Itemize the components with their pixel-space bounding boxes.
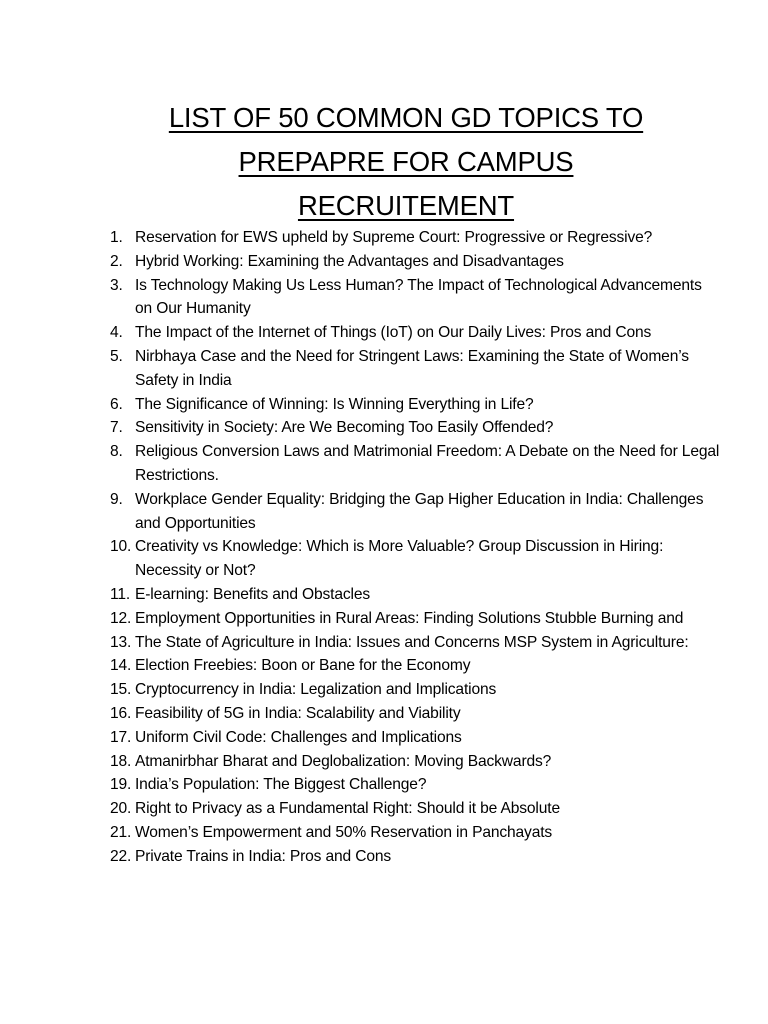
list-item-text: Creativity vs Knowledge: Which is More Valuable? Group Discussion in Hiring: Necessity or Not? [135, 538, 664, 580]
list-item-text: Is Technology Making Us Less Human? The Impact of Technological Advancements on Our Humanity [135, 276, 702, 318]
list-item [100, 345, 720, 393]
list-item [100, 631, 720, 655]
list-item [100, 321, 720, 345]
list-item-text: Workplace Gender Equality: Bridging the Gap Higher Education in India: Challenges and Opportunities [135, 490, 704, 532]
list-item-text: E-learning: Benefits and Obstacles [135, 585, 371, 603]
list-item [100, 607, 720, 631]
list-item [100, 535, 720, 583]
list-item-text: Hybrid Working: Examining the Advantages and Disadvantages [135, 252, 564, 270]
list-item-number: 1. [110, 229, 123, 246]
list-item [100, 226, 720, 250]
list-item-text: Reservation for EWS upheld by Supreme Court: Progressive or Regressive? [135, 229, 653, 246]
list-item-text: India’s Population: The Biggest Challenge? [135, 776, 427, 794]
list-item-number: 9. [110, 490, 123, 508]
list-item-number: 11. [110, 585, 131, 603]
list-item-text: The Significance of Winning: Is Winning Everything in Life? [135, 395, 534, 413]
list-item-text: Right to Privacy as a Fundamental Right: Should it be Absolute [135, 800, 560, 818]
list-item-number: 18. [110, 752, 132, 770]
list-item-number: 15. [110, 681, 132, 699]
list-item [100, 845, 720, 869]
list-item-text: Election Freebies: Boon or Bane for the Economy [135, 657, 471, 675]
title-line-1: LIST OF 50 COMMON GD TOPICS TO [168, 102, 644, 133]
list-item-number: 8. [110, 443, 123, 461]
list-item [100, 702, 720, 726]
title-line-2: PREPAPRE FOR CAMPUS [238, 146, 574, 177]
list-item-text: Cryptocurrency in India: Legalization and Implications [135, 681, 497, 699]
list-item-number: 4. [110, 324, 123, 342]
list-item-text: Private Trains in India: Pros and Cons [135, 847, 392, 865]
list-item-number: 14. [110, 657, 132, 675]
list-item [100, 440, 720, 488]
topic-list [100, 226, 720, 869]
list-item-text: Uniform Civil Code: Challenges and Implications [135, 728, 462, 746]
list-item-text: The State of Agriculture in India: Issues and Concerns MSP System in Agriculture: [135, 633, 689, 651]
list-item-number: 10. [110, 538, 132, 556]
list-item [100, 583, 720, 607]
list-item [100, 726, 720, 750]
list-item-text: Sensitivity in Society: Are We Becoming Too Easily Offended? [135, 419, 554, 437]
list-item-number: 13. [110, 633, 132, 651]
list-item [100, 750, 720, 774]
list-item-number: 5. [110, 347, 123, 365]
list-item-number: 19. [110, 776, 132, 794]
list-item [100, 488, 720, 536]
list-item-text: Religious Conversion Laws and Matrimonial Freedom: A Debate on the Need for Legal Restrictions. [135, 443, 720, 484]
list-item-number: 12. [110, 609, 132, 627]
list-item-number: 21. [110, 823, 132, 841]
list-item [100, 393, 720, 417]
list-item-number: 20. [110, 800, 132, 818]
list-item [100, 274, 720, 322]
list-item [100, 416, 720, 440]
list-item [100, 654, 720, 678]
list-item-number: 17. [110, 728, 132, 746]
list-item-number: 6. [110, 395, 123, 413]
list-item-number: 16. [110, 704, 132, 722]
list-item-number: 7. [110, 419, 123, 437]
list-item-number: 22. [110, 847, 132, 865]
list-item-text: Feasibility of 5G in India: Scalability and Viability [135, 704, 461, 722]
list-item [100, 773, 720, 797]
list-item-text: Employment Opportunities in Rural Areas: Finding Solutions Stubble Burning and [135, 609, 684, 627]
list-item-text: The Impact of the Internet of Things (IoT) on Our Daily Lives: Pros and Cons [135, 324, 652, 342]
list-item-number: 3. [110, 276, 123, 294]
title-line-3: RECRUITEMENT [297, 190, 515, 221]
list-item [100, 821, 720, 845]
list-item [100, 678, 720, 702]
list-item-text: Women’s Empowerment and 50% Reservation in Panchayats [135, 823, 553, 841]
list-item-number: 2. [110, 252, 123, 270]
list-item-text: Atmanirbhar Bharat and Deglobalization: Moving Backwards? [135, 752, 552, 770]
list-item [100, 250, 720, 274]
page-title [110, 96, 702, 228]
list-item [100, 797, 720, 821]
list-item-text: Nirbhaya Case and the Need for Stringent Laws: Examining the State of Women’s Safety in India [135, 347, 689, 389]
